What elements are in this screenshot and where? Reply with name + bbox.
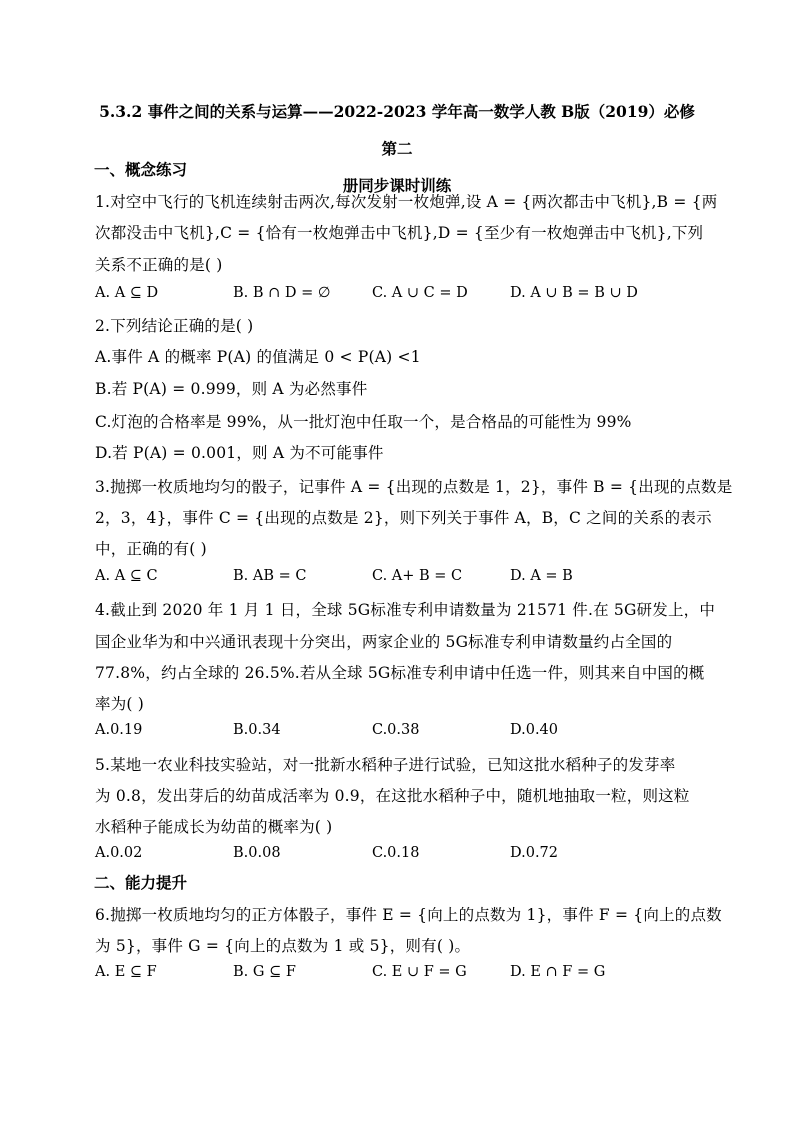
section-heading-ability: 二、能力提升 (94, 873, 188, 892)
question-1-option-d: D. A ∪ B = B ∪ D (510, 285, 638, 301)
question-3-option-a: A. A ⊆ C (95, 568, 158, 584)
question-5-option-c: C.0.18 (372, 845, 420, 861)
question-3-option-b: B. AB = C (233, 568, 307, 584)
question-1-line-2: 次都没击中飞机},C = {恰有一枚炮弹击中飞机},D = {至少有一枚炮弹击中飞机},下列 (95, 224, 704, 242)
question-3-line-2: 2，3，4}，事件 C = {出现的点数是 2}，则下列关于事件 A，B，C 之间的关系的表示 (95, 509, 712, 527)
question-1-options (95, 285, 655, 307)
question-4-line-1: 4.截止到 2020 年 1 月 1 日，全球 5G标准专利申请数量为 21571 件.在 5G研发上，中 (95, 601, 716, 619)
question-6-option-d: D. E ∩ F = G (510, 964, 606, 980)
question-6-option-c: C. E ∪ F = G (372, 964, 467, 980)
question-4-option-c: C.0.38 (372, 722, 420, 738)
question-4-options (95, 722, 655, 744)
question-1-line-1: 1.对空中飞行的飞机连续射击两次,每次发射一枚炮弹,设 A = {两次都击中飞机},B = {两 (95, 193, 718, 211)
question-6-options (95, 964, 655, 986)
title-line-2: 册同步课时训练 (342, 176, 452, 195)
question-3-option-d: D. A = B (510, 568, 573, 584)
question-3-option-c: C. A+ B = C (372, 568, 463, 584)
question-4-option-a: A.0.19 (95, 722, 143, 738)
question-6-option-b: B. G ⊆ F (233, 964, 296, 980)
question-2-line-5: D.若 P(A) = 0.001，则 A 为不可能事件 (95, 444, 384, 462)
document-title (92, 93, 702, 204)
question-2-line-4: C.灯泡的合格率是 99%，从一批灯泡中任取一个，是合格品的可能性为 99% (95, 413, 632, 431)
section-heading-concept: 一、概念练习 (94, 160, 188, 179)
question-4-line-2: 国企业华为和中兴通讯表现十分突出，两家企业的 5G标准专利申请数量约占全国的 (95, 633, 673, 651)
question-2-line-1: 2.下列结论正确的是( ) (95, 317, 254, 335)
question-4-option-b: B.0.34 (233, 722, 281, 738)
question-5-option-b: B.0.08 (233, 845, 281, 861)
question-1-option-c: C. A ∪ C = D (372, 285, 468, 301)
question-3-line-1: 3.抛掷一枚质地均匀的骰子，记事件 A = {出现的点数是 1，2}，事件 B = {出现的点数是 (95, 478, 733, 496)
question-5-option-d: D.0.72 (510, 845, 559, 861)
question-5-line-2: 为 0.8，发出芽后的幼苗成活率为 0.9，在这批水稻种子中，随机地抽取一粒，则这粒 (95, 787, 690, 805)
question-5-options (95, 845, 655, 867)
question-3-line-3: 中，正确的有( ) (95, 540, 207, 558)
question-6-line-1: 6.抛掷一枚质地均匀的正方体骰子，事件 E = {向上的点数为 1}，事件 F = {向上的点数 (95, 906, 722, 924)
title-line-1: 5.3.2 事件之间的关系与运算——2022-2023 学年高一数学人教 B版（2019）必修第二 (99, 102, 695, 158)
question-5-line-3: 水稻种子能成长为幼苗的概率为( ) (95, 818, 333, 836)
question-6-option-a: A. E ⊆ F (95, 964, 157, 980)
question-4-option-d: D.0.40 (510, 722, 559, 738)
question-1-line-3: 关系不正确的是( ) (95, 256, 223, 274)
question-4-line-4: 率为( ) (95, 695, 145, 713)
question-5-line-1: 5.某地一农业科技实验站，对一批新水稻种子进行试验，已知这批水稻种子的发芽率 (95, 756, 676, 774)
question-6-line-2: 为 5}，事件 G = {向上的点数为 1 或 5}，则有( )。 (95, 937, 471, 955)
question-1-option-b: B. B ∩ D = ∅ (233, 285, 331, 301)
question-1-option-a: A. A ⊆ D (95, 285, 159, 301)
question-4-line-3: 77.8%，约占全球的 26.5%.若从全球 5G标准专利申请中任选一件，则其来自中国的概 (95, 664, 705, 682)
question-2-line-3: B.若 P(A) = 0.999，则 A 为必然事件 (95, 380, 368, 398)
question-5-option-a: A.0.02 (95, 845, 143, 861)
question-2-line-2: A.事件 A 的概率 P(A) 的值满足 0 < P(A) <1 (95, 348, 421, 366)
question-3-options (95, 568, 655, 590)
